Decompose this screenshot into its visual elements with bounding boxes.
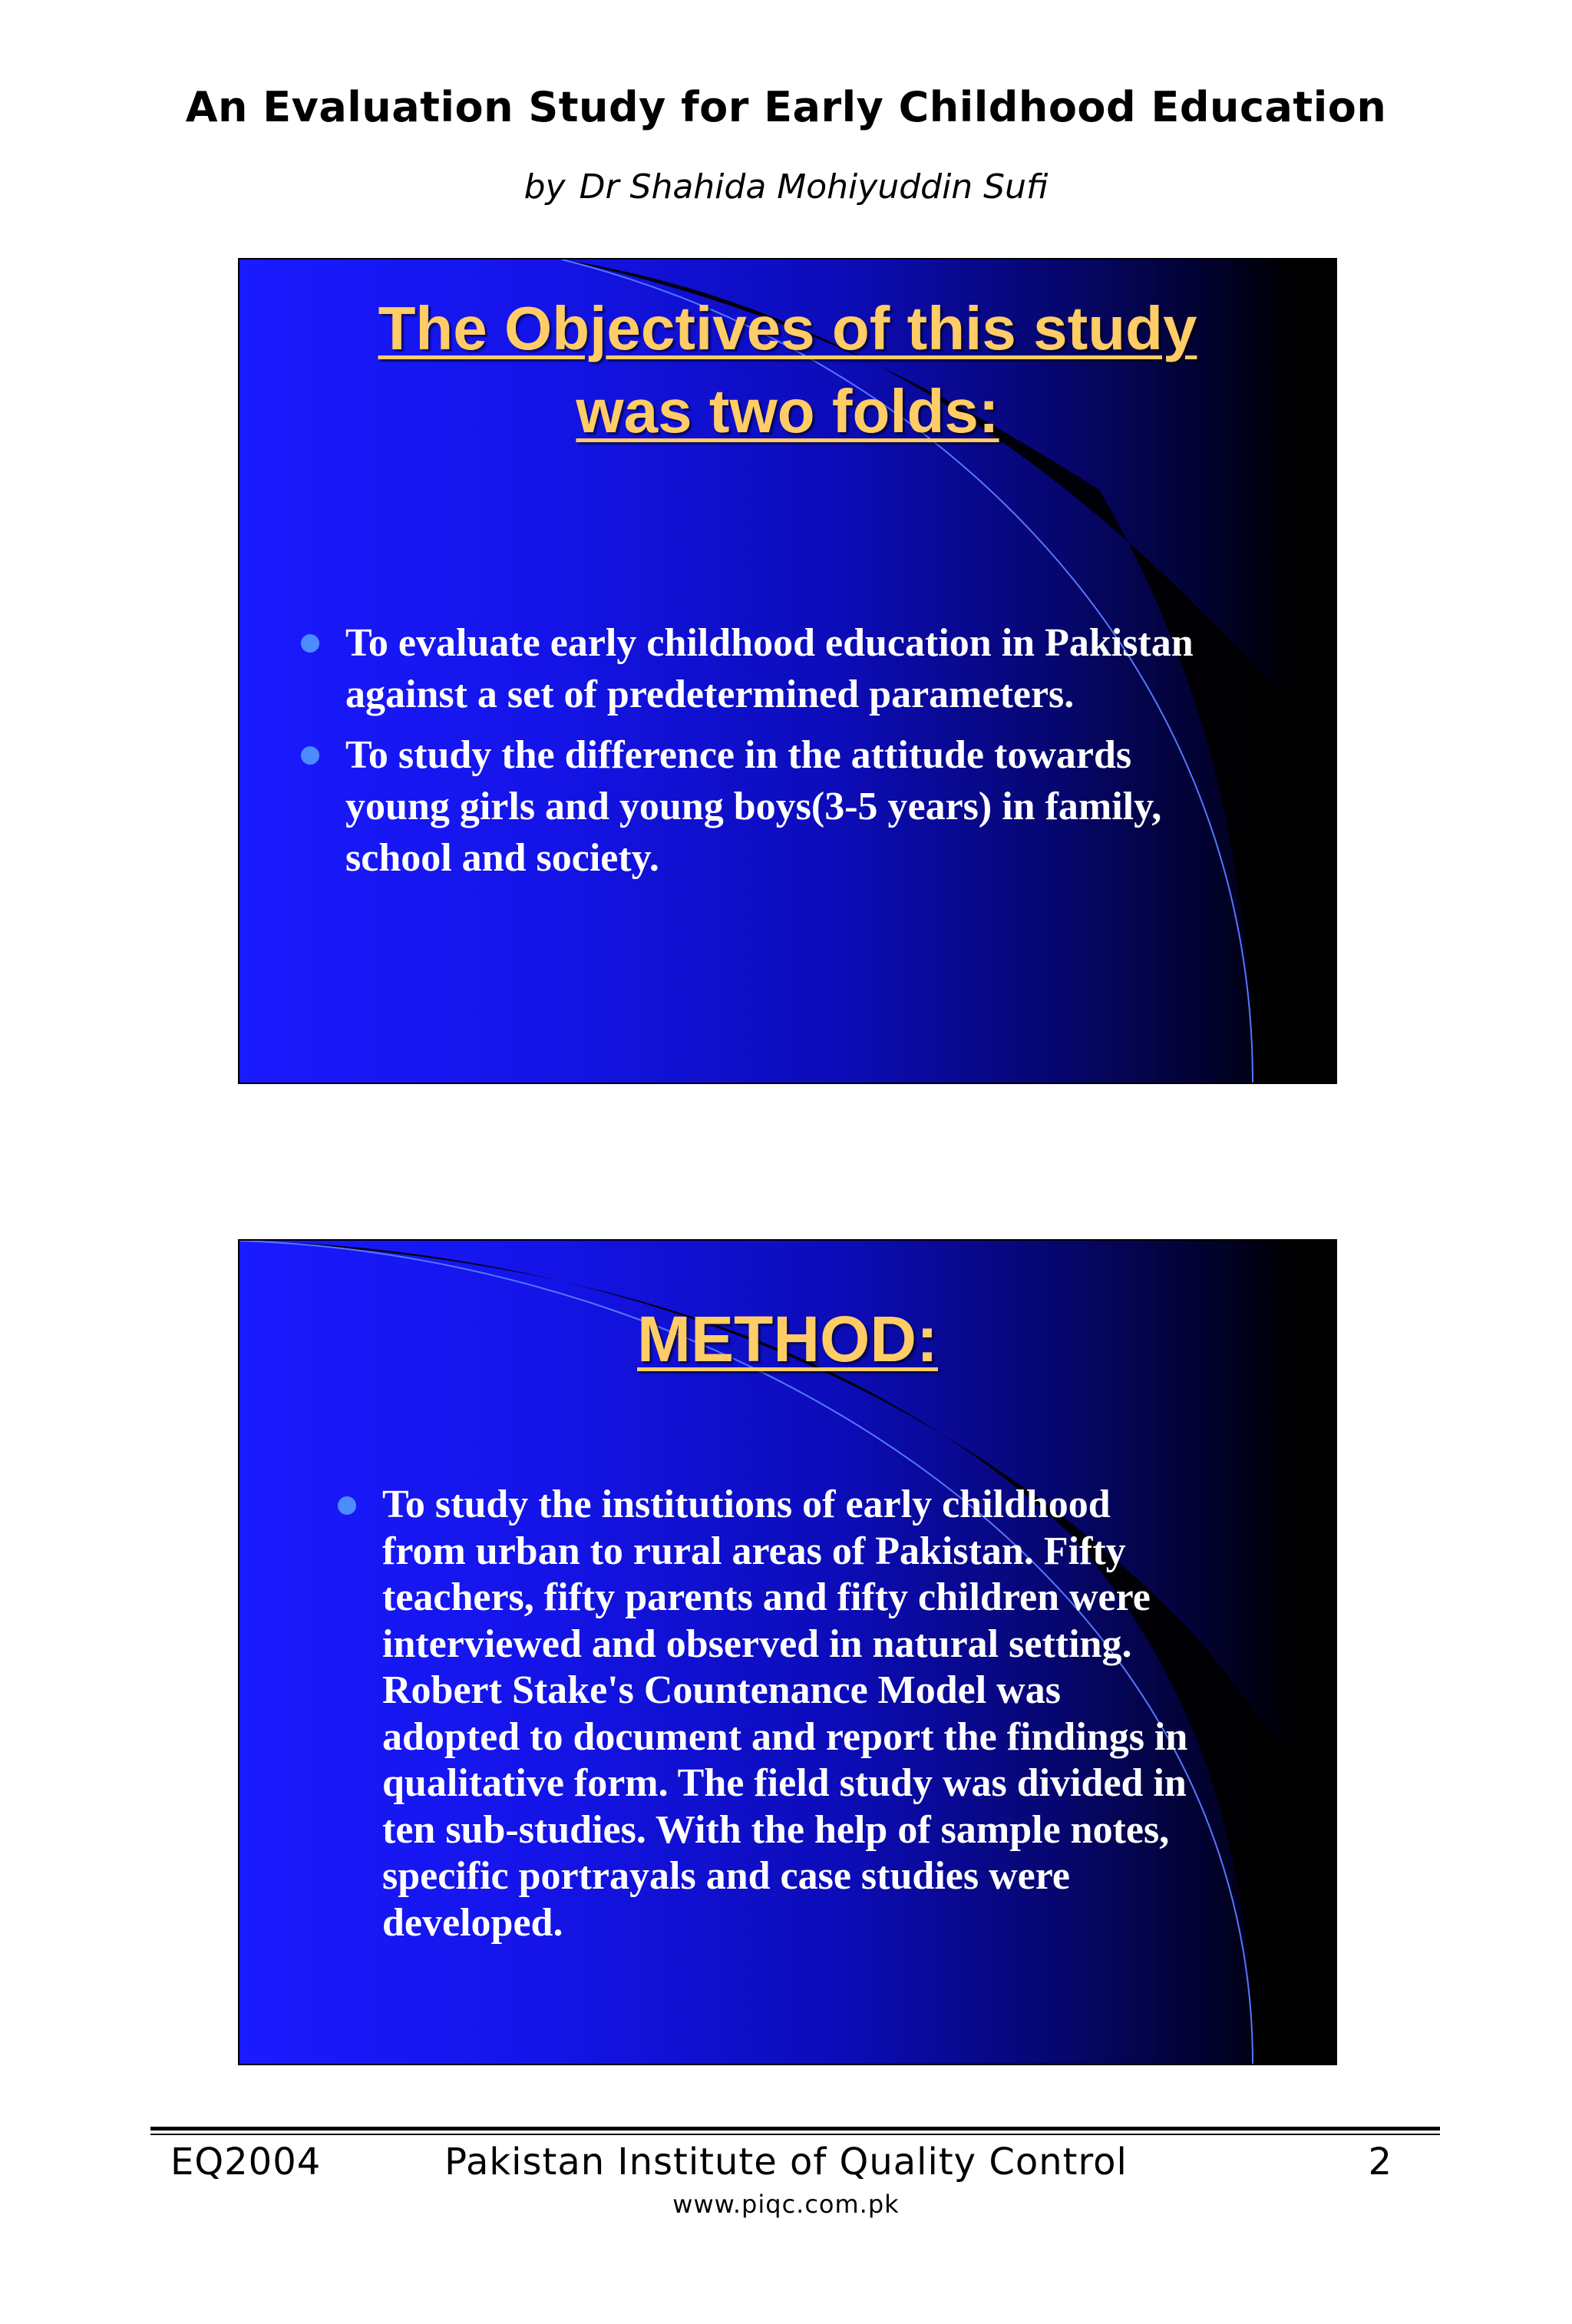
page-number: 2 [1368,2141,1392,2184]
bullet-text-line: school and society. [345,836,659,880]
slide-method [238,1239,1337,2065]
by-label: by [523,167,566,207]
bullet-dot-icon [301,634,319,653]
slide-title-line: The Objectives of this study [378,294,1197,362]
bullet-text-line: ten sub-studies. With the help of sample notes, [382,1807,1170,1852]
bullet-text-line: interviewed and observed in natural setting. [382,1622,1132,1666]
bullet-item [301,729,1283,884]
slide-title [239,287,1336,453]
slide-title-line: METHOD: [637,1303,938,1375]
bullet-text-line: teachers, fifty parents and fifty children were [382,1575,1151,1619]
bullet-item [301,617,1283,720]
bullet-dot-icon [301,746,319,765]
bullet-text-line: from urban to rural areas of Pakistan. Fifty [382,1529,1126,1573]
footer-organization: Pakistan Institute of Quality Control [444,2141,1128,2184]
bullet-item [338,1482,1243,1946]
byline [0,167,1572,207]
footer-code: EQ2004 [170,2141,322,2184]
bullet-text-line: To study the institutions of early childhood [382,1483,1111,1526]
footer-url: www.piqc.com.pk [672,2190,900,2219]
bullet-list [338,1482,1243,1946]
bullet-text-line: qualitative form. The field study was divided in [382,1761,1187,1805]
footer-divider [150,2127,1440,2131]
bullet-text-line: Robert Stake's Countenance Model was [382,1668,1061,1712]
bullet-text-line: To evaluate early childhood education in Pakistan [345,621,1194,665]
bullet-text-line: adopted to document and report the findings in [382,1714,1188,1759]
slide-objectives [238,258,1337,1084]
bullet-text-line: To study the difference in the attitude towards [345,733,1132,777]
bullet-text-line: young girls and young boys(3-5 years) in family, [345,785,1162,828]
bullet-list [301,617,1283,893]
bullet-text-line: specific portrayals and case studies were [382,1854,1070,1898]
slide-title [239,1299,1336,1379]
author-name: Dr Shahida Mohiyuddin Sufi [579,167,1049,207]
bullet-dot-icon [338,1496,356,1515]
document-title: An Evaluation Study for Early Childhood Education [185,83,1387,131]
bullet-text-line: against a set of predetermined parameters. [345,673,1075,716]
slide-title-line: was two folds: [576,377,999,445]
footer-divider [150,2134,1440,2135]
bullet-text-line: developed. [382,1900,563,1945]
